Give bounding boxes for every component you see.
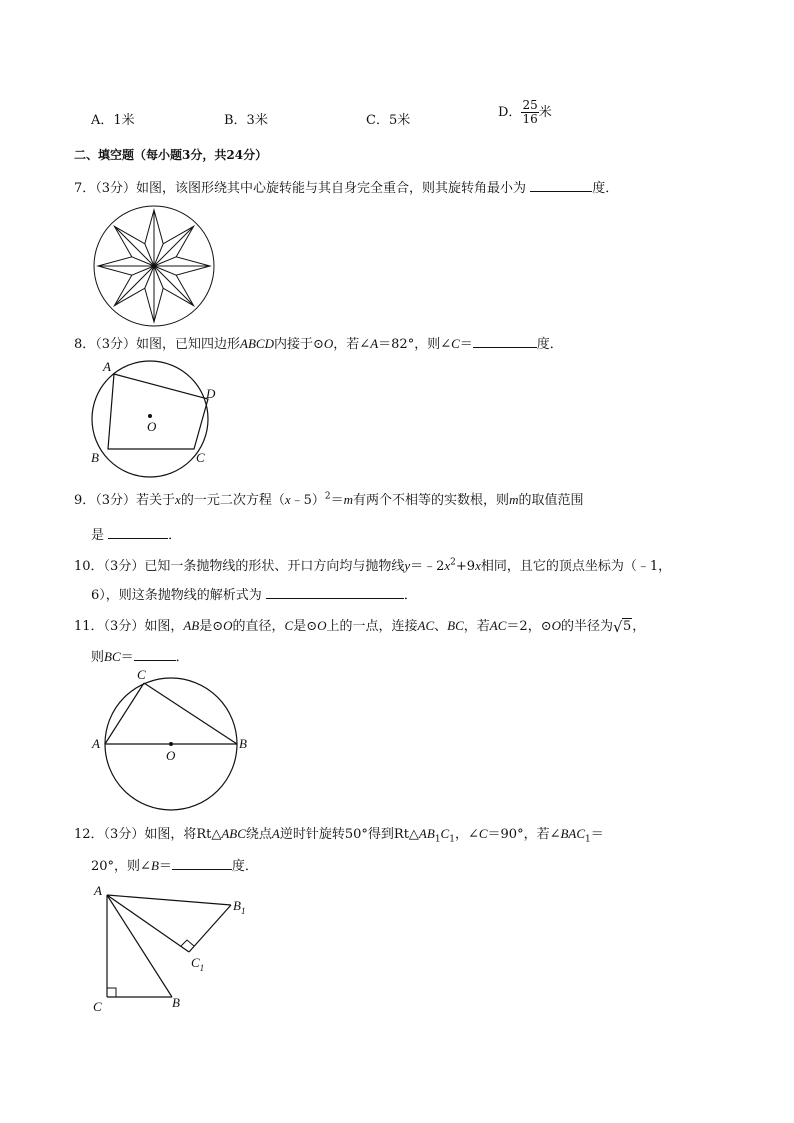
q10-text-c: +9 xyxy=(455,559,476,574)
q11-text-g: ，若 xyxy=(463,619,490,634)
q11-label-c: C xyxy=(137,667,146,682)
q7-text: 7．（3分）如图，该图形绕其中心旋转能与其自身完全重合，则其旋转角最小为 xyxy=(74,181,527,196)
option-d-prefix: D． xyxy=(498,105,522,120)
q11-circle-o3: O xyxy=(551,618,561,633)
q12-angle-b: B xyxy=(150,858,159,873)
q11-line2-b: ＝ xyxy=(120,650,134,665)
q11-line2-a: 则 xyxy=(91,650,105,665)
q8-angle-c: C xyxy=(451,336,460,351)
section-score: 3 xyxy=(182,148,191,162)
question-12-line2 xyxy=(91,855,258,874)
q9-text-g: ． xyxy=(168,528,182,543)
q12-label-c1: $C_1$ xyxy=(191,955,205,973)
q11-text-k: ． xyxy=(175,650,189,665)
q10-text-e: ． xyxy=(403,588,417,603)
q12-sub2: 1 xyxy=(449,834,455,845)
q12-side-b1c1 xyxy=(189,905,231,952)
q10-exponent: 2 xyxy=(450,557,456,568)
q10-var-x: x xyxy=(444,558,451,573)
question-11-line2 xyxy=(91,646,189,665)
question-10-line2 xyxy=(91,584,417,603)
q8-quad-name: ABCD xyxy=(240,336,274,351)
q9-var-m2: m xyxy=(509,492,519,507)
question-7 xyxy=(74,177,618,196)
q10-line2-text: 6），则这条抛物线的解析式为 xyxy=(91,588,262,603)
section-heading xyxy=(74,146,267,163)
q9-text-a: 9．（3分）若关于 xyxy=(74,493,176,508)
section-total: 24 xyxy=(226,148,244,162)
q11-seg-ac: AC xyxy=(417,618,435,633)
q8-answer-blank[interactable] xyxy=(473,335,537,348)
q8-text-c: ，若∠ xyxy=(333,337,371,352)
q7-answer-blank[interactable] xyxy=(530,179,592,192)
q11-chord-bc xyxy=(144,683,237,744)
q8-angle-a: A xyxy=(370,336,379,351)
q12-right-angle-c1 xyxy=(181,940,194,946)
q11-text-a: 11．（3分）如图， xyxy=(74,619,184,634)
q8-label-d: D xyxy=(206,386,216,401)
q11-seg-bc2: BC xyxy=(104,649,121,664)
q12-tri2-ab: AB xyxy=(418,826,435,841)
question-11 xyxy=(74,615,645,634)
q10-text-a: 10．（3分）已知一条抛物线的形状、开口方向均与抛物线 xyxy=(74,559,405,574)
question-9 xyxy=(74,489,583,508)
q11-circle-o: O xyxy=(223,618,233,633)
q12-triangle-abc: ABC xyxy=(221,826,246,841)
q7-text-end: 度． xyxy=(592,181,619,196)
option-c: C．5米 xyxy=(366,113,411,128)
q8-text-d: ＝82°，则∠ xyxy=(378,337,452,352)
section-end: 分） xyxy=(243,148,268,162)
q9-text-d: ＝ xyxy=(330,493,344,508)
q9-var-m: m xyxy=(343,492,354,507)
q12-line2-b: ＝ xyxy=(158,859,172,874)
q8-text-a: 8．（3分）如图，已知四边形 xyxy=(74,337,241,352)
q11-label-a: A xyxy=(92,736,100,751)
q11-text-b: 是⊙ xyxy=(199,619,224,634)
option-d-numerator: 25 xyxy=(522,98,538,112)
q11-text-i: 的半径为 xyxy=(560,619,613,634)
q8-text-f: 度． xyxy=(536,337,563,352)
q12-tri2-c: C xyxy=(440,826,450,841)
q12-angle-bac1: BAC xyxy=(560,826,586,841)
q12-text-g: 度． xyxy=(231,859,258,874)
q9-var-x2: x xyxy=(284,492,291,507)
question-8 xyxy=(74,333,563,352)
q11-point-c: C xyxy=(284,618,294,633)
q12-label-c: C xyxy=(93,999,102,1014)
q11-text-h: ＝2，⊙ xyxy=(506,619,552,634)
q9-answer-blank[interactable] xyxy=(108,526,168,539)
q12-text-c: 逆时针旋转50°得到Rt△ xyxy=(279,827,419,842)
q8-circle-figure xyxy=(86,358,226,478)
q12-text-f: ＝ xyxy=(590,827,604,842)
q11-seg-ac2: AC xyxy=(489,618,507,633)
question-10 xyxy=(74,555,671,574)
q12-sub1: 1 xyxy=(434,834,441,845)
option-a: A．1米 xyxy=(91,113,135,128)
q11-center-dot xyxy=(169,742,173,746)
q11-label-b: B xyxy=(239,736,247,751)
option-d-fraction xyxy=(521,99,538,126)
q11-text-d: 是⊙ xyxy=(293,619,318,634)
q11-text-e: 上的一点，连接 xyxy=(326,619,418,634)
q8-label-c: C xyxy=(196,450,205,465)
q12-point-a: A xyxy=(271,826,280,841)
q12-text-b: 绕点 xyxy=(245,827,272,842)
q9-text-c: ﹣5） xyxy=(290,493,325,508)
q8-quadrilateral xyxy=(108,374,208,449)
q8-label-o: O xyxy=(147,419,157,434)
q12-label-b1: $B_1$ xyxy=(233,898,246,916)
q10-text-d: 相同，且它的顶点坐标为（﹣1， xyxy=(480,559,672,574)
q11-label-o: O xyxy=(166,748,176,763)
q12-text-d: ，∠ xyxy=(454,827,479,842)
q11-chord-ac xyxy=(105,683,144,744)
q12-label-a: A xyxy=(94,883,102,898)
q10-var-y: y xyxy=(404,558,411,573)
q10-text-b: ＝﹣2 xyxy=(410,559,445,574)
q11-circle-figure xyxy=(88,668,248,808)
question-12 xyxy=(74,823,604,845)
q11-radicand: 5 xyxy=(623,619,632,634)
q11-circle-o2: O xyxy=(317,618,327,633)
q8-text-e: ＝ xyxy=(459,337,473,352)
q9-line2-text: 是 xyxy=(91,528,105,543)
q8-label-a: A xyxy=(103,359,111,374)
q12-side-ab xyxy=(107,895,172,997)
q12-text-a: 12．（3分）如图，将Rt△ xyxy=(74,827,222,842)
option-b: B．3米 xyxy=(224,113,268,128)
q9-text-b: 的一元二次方程（ xyxy=(180,493,285,508)
q9-text-e: 有两个不相等的实数根，则 xyxy=(353,493,510,508)
q8-circle-o: O xyxy=(323,336,334,351)
q11-sqrt: √ 5 xyxy=(613,618,632,636)
q11-text-c: 的直径， xyxy=(232,619,285,634)
q11-answer-blank[interactable] xyxy=(134,648,176,661)
q12-sub3: 1 xyxy=(585,834,591,845)
q11-seg-ab: AB xyxy=(183,618,200,633)
question-9-line2 xyxy=(91,524,181,543)
q8-label-b: B xyxy=(91,450,99,465)
q12-triangle-figure xyxy=(88,882,258,1022)
q10-var-x2: x xyxy=(475,558,481,573)
q9-text-f: 的取值范围 xyxy=(518,493,584,508)
q7-star-figure xyxy=(92,204,216,328)
q12-side-ab1 xyxy=(107,895,231,905)
q12-label-b: B xyxy=(172,995,180,1010)
q12-line2-a: 20°，则∠ xyxy=(91,859,151,874)
q12-text-e: ＝90°，若∠ xyxy=(487,827,561,842)
option-d xyxy=(498,99,552,126)
q12-answer-blank[interactable] xyxy=(172,857,232,870)
q12-side-ac1 xyxy=(107,895,189,952)
q12-right-angle-c xyxy=(107,988,116,997)
option-d-unit: 米 xyxy=(538,105,552,120)
q11-seg-bc: BC xyxy=(447,618,464,633)
q12-angle-c: C xyxy=(478,826,488,841)
q9-var-x: x xyxy=(175,492,181,507)
q8-center-dot xyxy=(148,414,152,418)
q8-text-b: 内接于⊙ xyxy=(274,337,324,352)
q10-answer-blank[interactable] xyxy=(266,586,404,599)
q9-exponent: 2 xyxy=(324,491,331,502)
q11-text-f: 、 xyxy=(434,619,448,634)
section-mid: 分，共 xyxy=(190,148,227,162)
section-title: 二、填空题（每小题 xyxy=(74,148,183,162)
option-d-denominator: 16 xyxy=(522,112,538,126)
q11-text-j: ， xyxy=(632,619,646,634)
